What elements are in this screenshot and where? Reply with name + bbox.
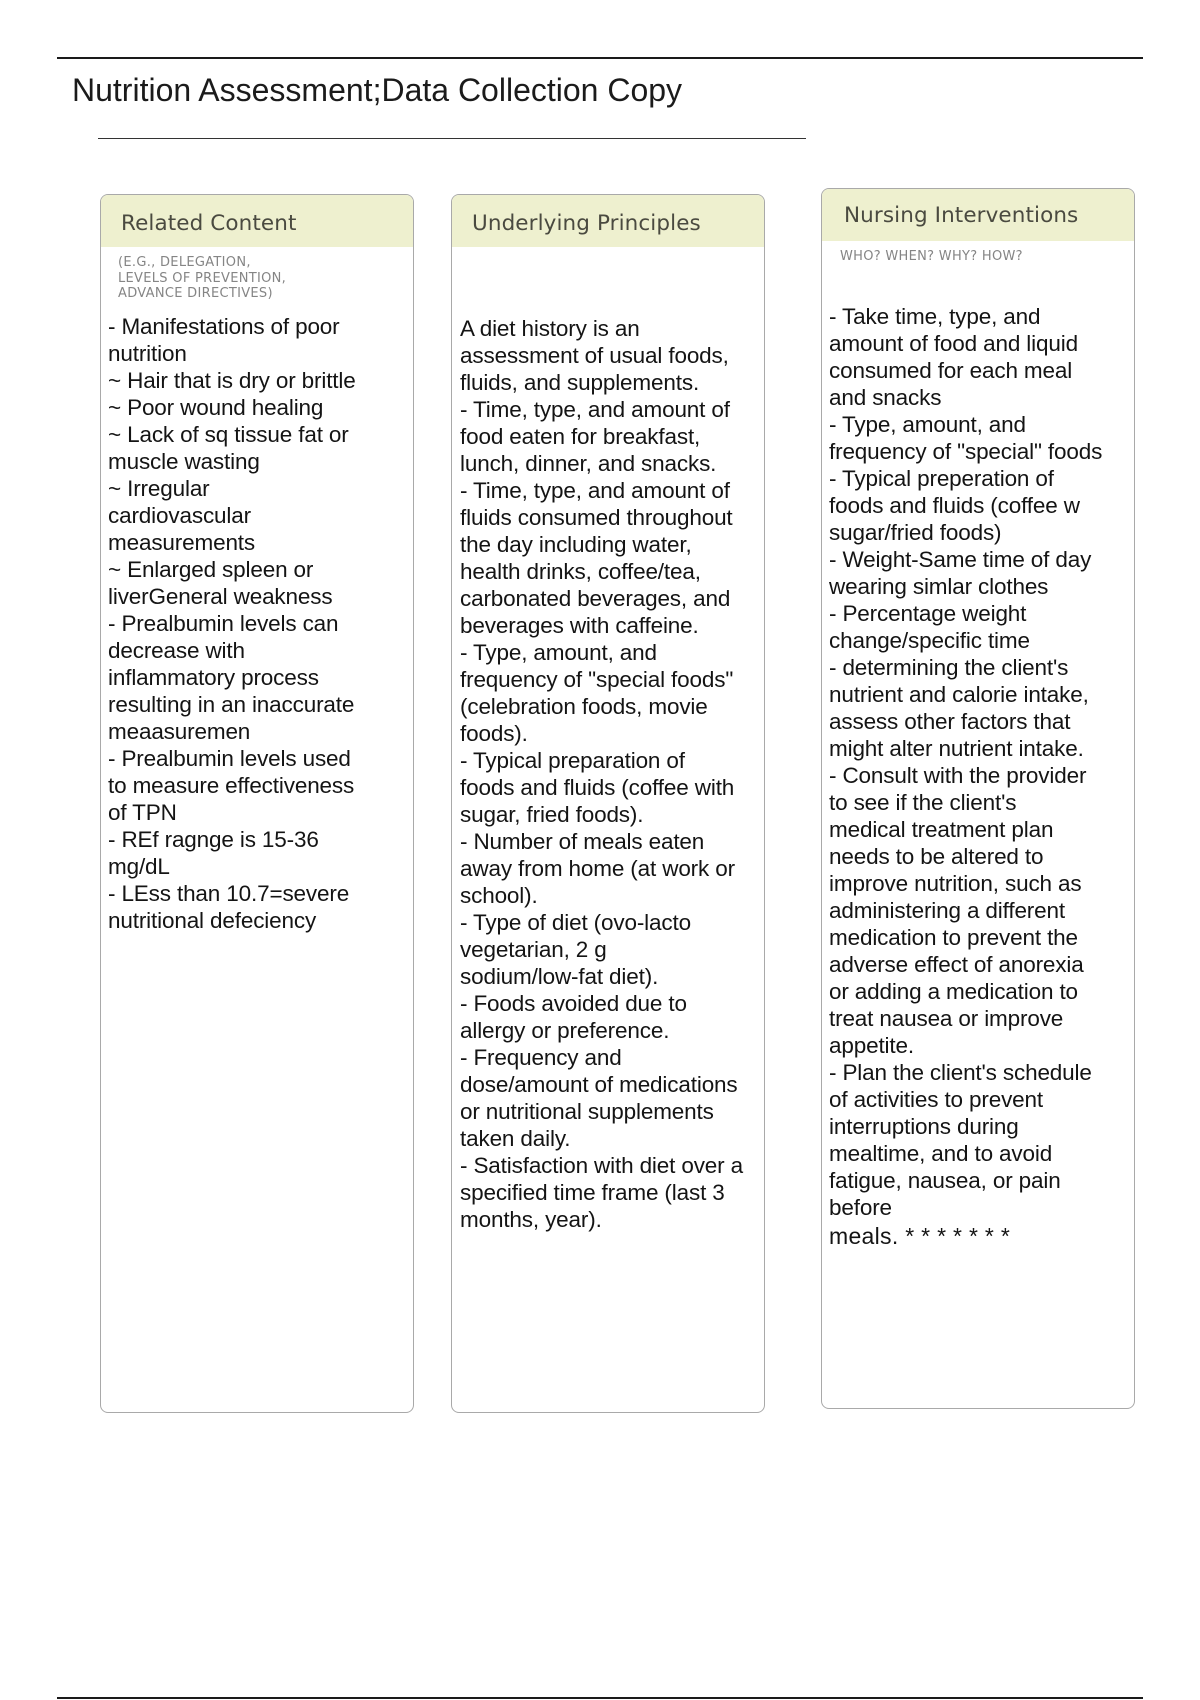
card-closing-line: meals. * * * * * * * bbox=[829, 1223, 1011, 1249]
card-subheading-space bbox=[452, 247, 764, 313]
card-subheading: WHO? WHEN? WHY? HOW? bbox=[840, 249, 1023, 264]
card-body-text: A diet history is an assessment of usual foods, fluids, and supplements. - Time, type, and amount of food eaten for breakfast, lunch, dinner, and snacks. - Time, type, and amount of fluids consumed throughout the day including water, health drinks, coffee/tea, carbonated beverages, and beverages with caffeine. - Type, amount, and frequency of "special foods" (celebration foods, movie foods). - Typical preparation of foods and fluids (coffee with sugar, fried foods). - Number of meals eaten away from home (at work or school). - Type of diet (ovo-lacto vegetarian, 2 g sodium/low-fat diet). - Foods avoided due to allergy or preference. - Frequency and dose/amount of medications or nutritional supplements taken daily. - Satisfaction with diet over a specified time frame (last 3 months, year). bbox=[460, 316, 743, 1232]
card-body-text: - Take time, type, and amount of food and liquid consumed for each meal and snacks - Type, amount, and frequency of "special" foods - Typical preperation of foods and fluids (coffee w sugar/fried foods) - Weight-Same time of day wearing simlar clothes - Percentage weight change/specific time - determining the client's nutrient and calorie intake, assess other factors that might alter nutrient intake. - Consult with the provider to see if the client's medical treatment plan needs to be altered to improve nutrition, such as administering a different medication to prevent the adverse effect of anorexia or adding a medication to treat nausea or improve appetite. - Plan the client's schedule of activities to prevent interruptions during mealtime, and to avoid fatigue, nausea, or pain before bbox=[829, 304, 1103, 1220]
title-underline bbox=[98, 138, 806, 139]
card-heading: Underlying Principles bbox=[452, 195, 764, 247]
bottom-rule bbox=[57, 1697, 1143, 1699]
top-rule bbox=[57, 57, 1143, 59]
related-content-card bbox=[100, 194, 414, 1413]
card-heading: Nursing Interventions bbox=[822, 189, 1134, 241]
card-heading: Related Content bbox=[101, 195, 413, 247]
document-title: Nutrition Assessment;Data Collection Copy bbox=[72, 72, 683, 108]
card-subheading: (E.G., DELEGATION, LEVELS OF PREVENTION, ADVANCE DIRECTIVES) bbox=[118, 255, 287, 301]
underlying-principles-card bbox=[451, 194, 765, 1413]
nursing-interventions-card bbox=[821, 188, 1135, 1409]
card-body-text: - Manifestations of poor nutrition ~ Hair that is dry or brittle ~ Poor wound healing ~ Lack of sq tissue fat or muscle wasting ~ Irregular cardiovascular measurements ~ Enlarged spleen or liverGeneral weakness - Prealbumin levels can decrease with inflammatory process resulting in an inaccurate meaasuremen - Prealbumin levels used to measure effectiveness of TPN - REf ragnge is 15-36 mg/dL - LEss than 10.7=severe nutritional defeciency bbox=[108, 314, 356, 933]
